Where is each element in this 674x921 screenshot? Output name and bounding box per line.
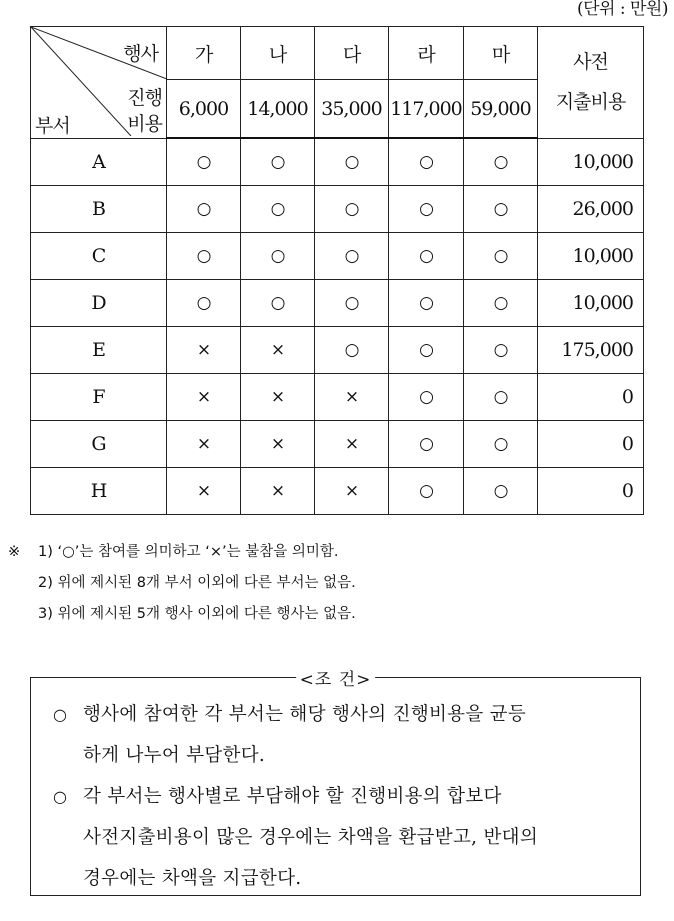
- participation-cell: ○: [464, 280, 538, 327]
- participation-cell: ○: [315, 138, 389, 186]
- dept-cell: F: [31, 374, 167, 421]
- note-item: 2) 위에 제시된 8개 부서 이외에 다른 부서는 없음.: [38, 575, 356, 591]
- participation-cell: ○: [241, 233, 315, 280]
- prepaid-cell: 10,000: [538, 280, 644, 327]
- participation-cell: ×: [167, 327, 241, 374]
- table-row: [31, 280, 644, 327]
- condition-text: 사전지출비용이 많은 경우에는 차액을 환급받고, 반대의: [83, 827, 539, 848]
- participation-cell: ○: [464, 327, 538, 374]
- event-header: 마: [464, 27, 538, 80]
- table-row: [31, 421, 644, 468]
- participation-cell: ○: [464, 186, 538, 233]
- conditions-title: <조 건>: [296, 665, 376, 690]
- table-row: [31, 233, 644, 280]
- event-cost: 59,000: [464, 80, 538, 139]
- table-row: [31, 186, 644, 233]
- dept-cell: B: [31, 186, 167, 233]
- event-header: 다: [315, 27, 389, 80]
- participation-cell: ○: [315, 233, 389, 280]
- participation-cell: ○: [464, 468, 538, 515]
- dept-cell: D: [31, 280, 167, 327]
- event-cost: 6,000: [167, 80, 241, 139]
- participation-cell: ○: [167, 138, 241, 186]
- circle-bullet-icon: ○: [53, 705, 68, 724]
- note-item: 3) 위에 제시된 5개 행사 이외에 다른 행사는 없음.: [38, 606, 356, 622]
- participation-cell: ×: [241, 374, 315, 421]
- participation-cell: ○: [241, 280, 315, 327]
- notes: [8, 537, 356, 630]
- condition-text: 경우에는 차액을 지급한다.: [83, 868, 302, 889]
- prepaid-header-line2: 지출비용: [555, 91, 626, 114]
- participation-cell: ○: [315, 186, 389, 233]
- corner-header-cell: [31, 27, 167, 139]
- note-symbol: ※: [8, 544, 21, 560]
- prepaid-cell: 26,000: [538, 186, 644, 233]
- dept-cell: H: [31, 468, 167, 515]
- participation-cell: ×: [167, 374, 241, 421]
- condition-item: [53, 694, 626, 776]
- prepaid-cell: 0: [538, 374, 644, 421]
- event-cost: 35,000: [315, 80, 389, 139]
- prepaid-cell: 10,000: [538, 233, 644, 280]
- participation-cell: ○: [315, 327, 389, 374]
- participation-cell: ○: [167, 233, 241, 280]
- corner-label-cost: 진행: [127, 87, 162, 109]
- corner-label-event: 행사: [123, 43, 158, 65]
- prepaid-header-line1: 사전: [573, 51, 608, 74]
- participation-cell: ○: [389, 468, 464, 515]
- participation-cell: ○: [315, 280, 389, 327]
- participation-cell: ○: [389, 233, 464, 280]
- cost-table: [30, 26, 644, 515]
- prepaid-cell: 0: [538, 468, 644, 515]
- condition-text: 각 부서는 행사별로 부담해야 할 진행비용의 합보다: [83, 786, 502, 807]
- participation-cell: ○: [389, 186, 464, 233]
- participation-cell: ○: [389, 421, 464, 468]
- participation-cell: ×: [315, 468, 389, 515]
- event-header: 나: [241, 27, 315, 80]
- participation-cell: ○: [241, 186, 315, 233]
- participation-cell: ×: [315, 374, 389, 421]
- dept-cell: E: [31, 327, 167, 374]
- participation-cell: ○: [167, 186, 241, 233]
- event-header: 라: [389, 27, 464, 80]
- condition-text: 하게 나누어 부담한다.: [83, 745, 266, 766]
- prepaid-cell: 10,000: [538, 138, 644, 186]
- unit-label: (단위 : 만원): [577, 0, 668, 19]
- participation-cell: ○: [464, 374, 538, 421]
- participation-cell: ×: [241, 327, 315, 374]
- condition-text: 행사에 참여한 각 부서는 해당 행사의 진행비용을 균등: [83, 704, 527, 725]
- event-cost: 117,000: [389, 80, 464, 139]
- participation-cell: ○: [389, 280, 464, 327]
- corner-label-dept: 부서: [35, 115, 70, 137]
- participation-cell: ○: [167, 280, 241, 327]
- table-row: [31, 327, 644, 374]
- prepaid-cell: 175,000: [538, 327, 644, 374]
- note-item: 1) ‘○’는 참여를 의미하고 ‘×’는 불참을 의미함.: [38, 544, 339, 560]
- participation-cell: ○: [389, 327, 464, 374]
- table-row: [31, 374, 644, 421]
- event-cost: 14,000: [241, 80, 315, 139]
- corner-label-cost2: 비용: [127, 113, 162, 135]
- participation-cell: ○: [464, 138, 538, 186]
- dept-cell: A: [31, 138, 167, 186]
- participation-cell: ×: [315, 421, 389, 468]
- dept-cell: G: [31, 421, 167, 468]
- conditions-box: [30, 670, 641, 896]
- participation-cell: ×: [167, 468, 241, 515]
- participation-cell: ○: [464, 421, 538, 468]
- participation-cell: ×: [241, 421, 315, 468]
- participation-cell: ○: [241, 138, 315, 186]
- participation-cell: ○: [389, 138, 464, 186]
- dept-cell: C: [31, 233, 167, 280]
- participation-cell: ○: [389, 374, 464, 421]
- participation-cell: ×: [167, 421, 241, 468]
- participation-cell: ×: [241, 468, 315, 515]
- prepaid-header: [538, 27, 644, 139]
- table-row: [31, 468, 644, 515]
- condition-item: [53, 776, 626, 899]
- participation-cell: ○: [464, 233, 538, 280]
- table-row: [31, 138, 644, 186]
- event-header: 가: [167, 27, 241, 80]
- circle-bullet-icon: ○: [53, 787, 68, 806]
- prepaid-cell: 0: [538, 421, 644, 468]
